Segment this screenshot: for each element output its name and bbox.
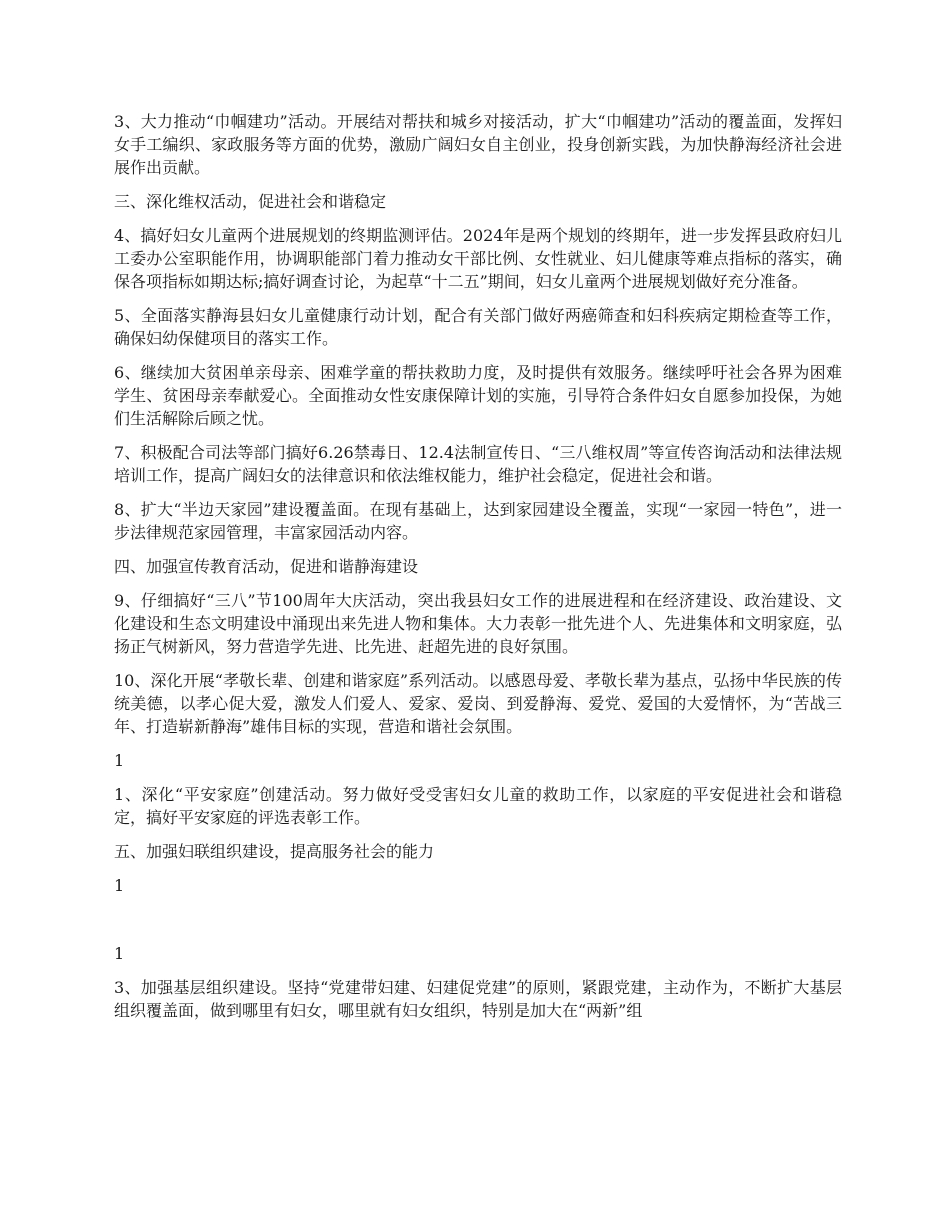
- paragraph-item-10-filial: 10、深化开展“孝敬长辈、创建和谐家庭”系列活动。以感恩母爱、孝敬长辈为基点，弘扬中华民族的传统美德，以孝心促大爱，激发人们爱人、爱家、爱岗、到爱静海、爱党、爱国的大爱情怀，为“苦战三年、打造崭新静海”雄伟目标的实现，营造和谐社会氛围。: [114, 671, 842, 736]
- stray-number: 1: [114, 944, 125, 963]
- paragraph-item-1-safe-family: 1、深化“平安家庭”创建活动。努力做好受受害妇女儿童的救助工作，以家庭的平安促进社会和谐稳定，搞好平安家庭的评选表彰工作。: [114, 785, 842, 827]
- section-heading-5: 五、加强妇联组织建设，提高服务社会的能力: [114, 842, 435, 861]
- paragraph-item-8-homeland: 8、扩大“半边天家园”建设覆盖面。在现有基础上，达到家园建设全覆盖，实现“一家园一特色”，进一步法律规范家园管理，丰富家园活动内容。: [114, 500, 842, 542]
- paragraph-item-5-health: 5、全面落实静海县妇女儿童健康行动计划，配合有关部门做好两癌筛查和妇科疾病定期检查等工作，确保妇幼保健项目的落实工作。: [114, 306, 842, 348]
- stray-number: 1: [114, 876, 125, 895]
- paragraph-item-3-grassroots: 3、加强基层组织建设。坚持“党建带妇建、妇建促党建”的原则，紧跟党建，主动作为，不断扩大基层组织覆盖面，做到哪里有妇女，哪里就有妇女组织，特别是加大在“两新”组: [114, 978, 842, 1020]
- paragraph-item-6-assistance: 6、继续加大贫困单亲母亲、困难学童的帮扶救助力度，及时提供有效服务。继续呼吁社会各界为困难学生、贫困母亲奉献爱心。全面推动女性安康保障计划的实施，引导符合条件妇女自愿参加投保，为她们生活解除后顾之忧。: [114, 363, 842, 428]
- paragraph-item-9-anniversary: 9、仔细搞好“三八”节100周年大庆活动，突出我县妇女工作的进展进程和在经济建设、政治建设、文化建设和生态文明建设中涌现出来先进人物和集体。大力表彰一批先进个人、先进集体和文明家庭，弘扬正气树新风，努力营造学先进、比先进、赶超先进的良好氛围。: [114, 591, 842, 656]
- paragraph-item-4-monitoring: 4、搞好妇女儿童两个进展规划的终期监测评估。2024年是两个规划的终期年，进一步发挥县政府妇儿工委办公室职能作用，协调职能部门着力推动女干部比例、女性就业、妇儿健康等难点指标的落实，确保各项指标如期达标;搞好调查讨论，为起草“十二五”期间，妇女儿童两个进展规划做好充分准备。: [114, 226, 842, 291]
- section-heading-4: 四、加强宣传教育活动，促进和谐静海建设: [114, 557, 419, 576]
- paragraph-item-7-legal: 7、积极配合司法等部门搞好6.26禁毒日、12.4法制宣传日、“三八维权周”等宣传咨询活动和法律法规培训工作，提高广阔妇女的法律意识和依法维权能力，维护社会稳定，促进社会和谐。: [114, 443, 842, 485]
- stray-number: 1: [114, 751, 125, 770]
- paragraph-item-3-jinguo: 3、大力推动“巾帼建功”活动。开展结对帮扶和城乡对接活动，扩大“巾帼建功”活动的覆盖面，发挥妇女手工编织、家政服务等方面的优势，激励广阔妇女自主创业，投身创新实践，为加快静海经济社会进展作出贡献。: [114, 112, 842, 177]
- document-body: [114, 110, 842, 1033]
- section-heading-3: 三、深化维权活动，促进社会和谐稳定: [114, 192, 387, 211]
